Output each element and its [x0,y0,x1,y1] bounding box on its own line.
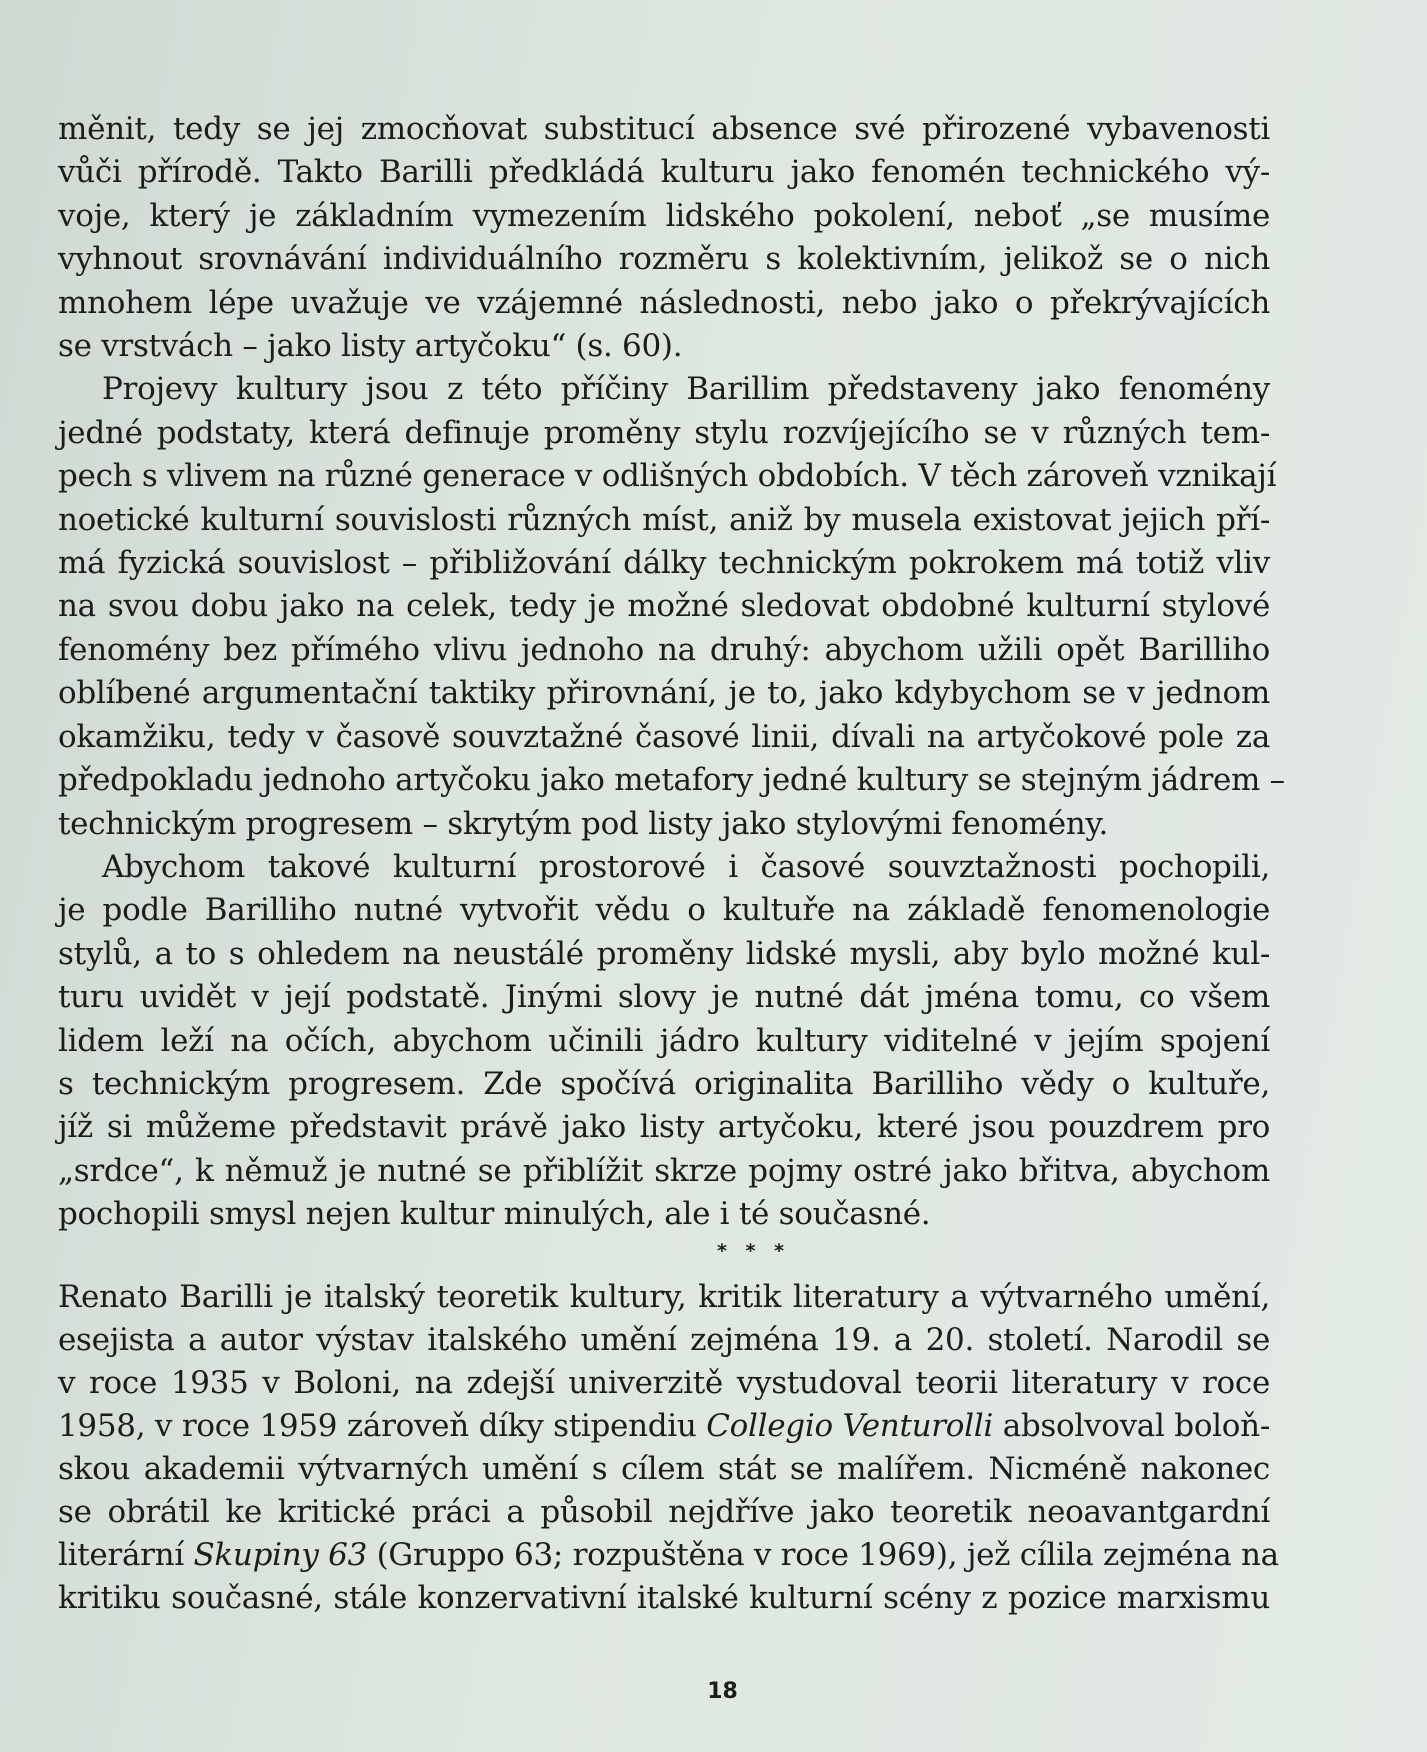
text-line: stylů, a to s ohledem na neustálé proměny lidské mysli, aby bylo možné kul- [58,935,1270,972]
text-line: jedné podstaty, která definuje proměny stylu rozvíjejícího se v různých tem- [58,414,1270,451]
text-line [58,1405,1270,1448]
text-line: lidem leží na očích, abychom učinili jádro kultury viditelné v jejím spojení [58,1022,1270,1059]
text-line: se vrstvách – jako listy artyčoku“ (s. 60). [58,328,683,365]
italic-title: Collegio Venturolli [706,1408,994,1444]
essay-body [58,108,1285,1237]
text-line: fenomény bez přímého vlivu jednoho na druhý: abychom užili opět Barilliho [58,631,1270,668]
text-line: se obrátil ke kritické práci a působil nejdříve jako teoretik neoavantgardní [58,1494,1270,1530]
text-line: oblíbené argumentační taktiky přirovnání, je to, jako kdybychom se v jednom [58,675,1270,712]
text-line: má fyzická souvislost – přibližování dálky technickým pokrokem má totiž vliv [58,545,1270,582]
text-line: noetické kulturní souvislosti různých míst, aniž by musela existovat jejich pří- [58,501,1270,538]
text-line: předpokladu jednoho artyčoku jako metafory jedné kultury se stejným jádrem – [58,762,1285,799]
page-number: 18 [707,1679,738,1704]
text-line: mnohem lépe uvažuje ve vzájemné následnosti, nebo jako o překrývajících [58,284,1270,321]
text-line: esejista a autor výstav italského umění zejména 19. a 20. století. Narodil se [58,1322,1270,1358]
text-line: „srdce“, k němuž je nutné se přiblížit skrze pojmy ostré jako břitva, abychom [58,1152,1270,1189]
text-line: vůči přírodě. Takto Barilli předkládá kulturu jako fenomén technického vý- [58,154,1270,191]
section-separator: * * * [716,1240,791,1262]
text-line: s technickým progresem. Zde spočívá originalita Barilliho vědy o kultuře, [58,1065,1270,1102]
text-line: v roce 1935 v Boloni, na zdejší univerzitě vystudoval teorii literatury v roce [58,1365,1270,1401]
text-line: Projevy kultury jsou z této příčiny Barillim představeny jako fenomény [102,371,1270,408]
text-line: technickým progresem – skrytým pod listy jako stylovými fenomény. [58,805,1109,842]
text-line: Renato Barilli je italský teoretik kultury, kritik literatury a výtvarného umění, [58,1279,1270,1315]
text-line: na svou dobu jako na celek, tedy je možné sledovat obdobné kulturní stylové [58,588,1270,625]
text-line: je podle Barilliho nutné vytvořit vědu o kultuře na základě fenomenologie [58,892,1270,929]
text-line: pech s vlivem na různé generace v odlišných obdobích. V těch zároveň vznikají [58,458,1277,495]
text-line: vyhnout srovnávání individuálního rozměru s kolektivním, jelikož se o nich [58,241,1270,278]
text-line: kritiku současné, stále konzervativní italské kulturní scény z pozice marxismu [58,1580,1270,1616]
text-line: voje, který je základním vymezením lidského pokolení, neboť „se musíme [58,197,1270,234]
text-line: okamžiku, tedy v časově souvztažné časové linii, dívali na artyčokové pole za [58,718,1270,755]
text-line: jíž si můžeme představit právě jako listy artyčoku, které jsou pouzdrem pro [58,1109,1270,1146]
text-segment: (Gruppo 63; rozpuštěna v roce 1969), jež cílila zejména na [367,1537,1279,1573]
text-segment: 1958, v roce 1959 zároveň díky stipendiu [58,1408,707,1444]
text-line [58,1534,1279,1577]
text-line: skou akademii výtvarných umění s cílem stát se malířem. Nicméně nakonec [58,1451,1270,1487]
text-line: turu uvidět v její podstatě. Jinými slovy je nutné dát jména tomu, co všem [58,979,1270,1016]
text-line: měnit, tedy se jej zmocňovat substitucí absence své přirozené vybavenosti [58,111,1270,147]
italic-title: Skupiny 63 [193,1537,368,1573]
text-segment: absolvoval boloň- [993,1408,1271,1444]
text-line: pochopili smysl nejen kultur minulých, ale i té současné. [58,1196,931,1233]
text-line: Abychom takové kulturní prostorové i časové souvztažnosti pochopili, [102,848,1270,885]
author-bio [58,1276,1279,1620]
text-segment: literární [58,1537,194,1573]
